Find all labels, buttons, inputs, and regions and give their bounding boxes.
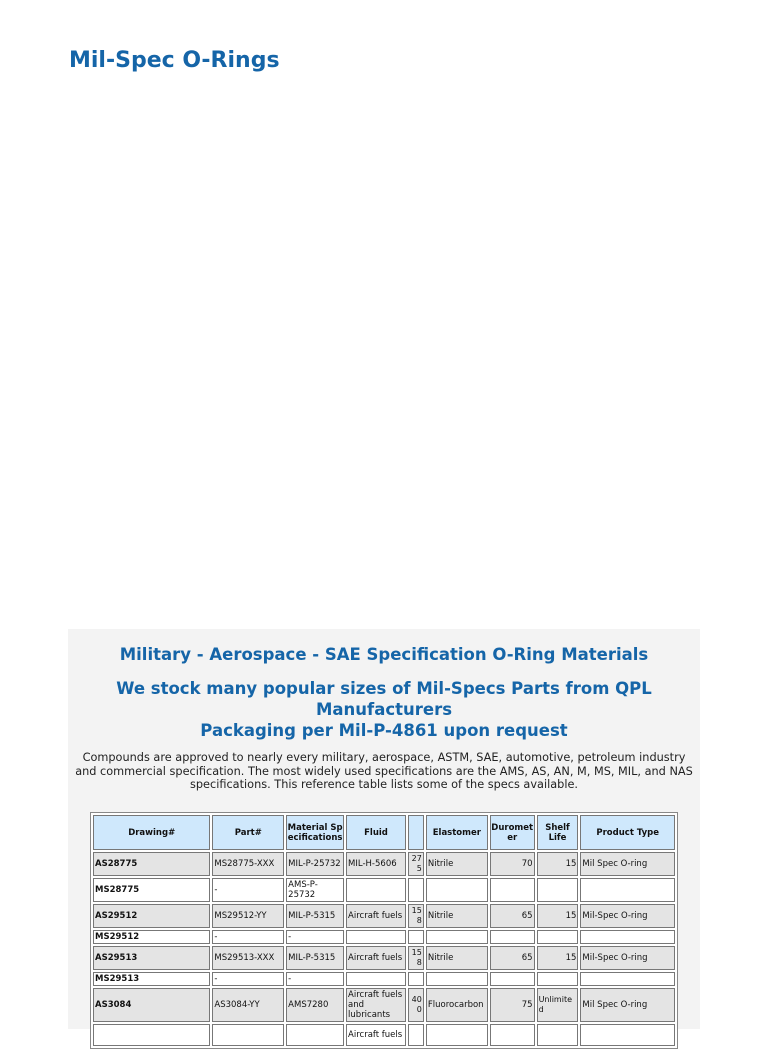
cell-part: MS29512-YY bbox=[212, 904, 284, 928]
cell-material: MIL-P-5315 bbox=[286, 904, 344, 928]
table-row bbox=[93, 1024, 675, 1046]
cell-drawing: AS29512 bbox=[93, 904, 210, 928]
table-row bbox=[93, 946, 675, 970]
cell-part bbox=[212, 1024, 284, 1046]
cell-material: MIL-P-5315 bbox=[286, 946, 344, 970]
header-temp bbox=[408, 815, 424, 850]
cell-elastomer bbox=[426, 878, 488, 902]
header-part: Part# bbox=[212, 815, 284, 850]
cell-fluid: Aircraft fuels bbox=[346, 904, 406, 928]
cell-product-type bbox=[580, 878, 675, 902]
cell-elastomer: Nitrile bbox=[426, 946, 488, 970]
cell-temp bbox=[408, 972, 424, 986]
cell-product-type bbox=[580, 972, 675, 986]
cell-elastomer: Fluorocarbon bbox=[426, 988, 488, 1022]
stock-line-2: Packaging per Mil-P-4861 upon request bbox=[200, 721, 568, 740]
cell-fluid: Aircraft fuels bbox=[346, 946, 406, 970]
cell-drawing: MS29512 bbox=[93, 930, 210, 944]
cell-elastomer bbox=[426, 972, 488, 986]
cell-shelf-life: Unlimited bbox=[537, 988, 579, 1022]
cell-shelf-life bbox=[537, 1024, 579, 1046]
cell-drawing: AS28775 bbox=[93, 852, 210, 876]
stock-line-1: We stock many popular sizes of Mil-Specs Parts from QPL Manufacturers bbox=[116, 679, 652, 719]
cell-part: MS29513-XXX bbox=[212, 946, 284, 970]
table-row bbox=[93, 930, 675, 944]
header-product-type: Product Type bbox=[580, 815, 675, 850]
cell-elastomer bbox=[426, 930, 488, 944]
cell-part: MS28775-XXX bbox=[212, 852, 284, 876]
cell-drawing: AS3084 bbox=[93, 988, 210, 1022]
header-fluid: Fluid bbox=[346, 815, 406, 850]
cell-product-type bbox=[580, 1024, 675, 1046]
cell-fluid: MIL-H-5606 bbox=[346, 852, 406, 876]
cell-part: AS3084-YY bbox=[212, 988, 284, 1022]
header-durometer: Durometer bbox=[490, 815, 535, 850]
cell-durometer: 70 bbox=[490, 852, 535, 876]
spec-table bbox=[90, 812, 678, 1049]
cell-temp: 400 bbox=[408, 988, 424, 1022]
cell-durometer: 65 bbox=[490, 904, 535, 928]
cell-elastomer bbox=[426, 1024, 488, 1046]
cell-material: - bbox=[286, 930, 344, 944]
header-elastomer: Elastomer bbox=[426, 815, 488, 850]
cell-elastomer: Nitrile bbox=[426, 904, 488, 928]
spec-panel bbox=[68, 629, 700, 1040]
cell-shelf-life: 15 bbox=[537, 904, 579, 928]
cell-durometer bbox=[490, 972, 535, 986]
cell-fluid bbox=[346, 878, 406, 902]
cell-durometer: 65 bbox=[490, 946, 535, 970]
cell-shelf-life bbox=[537, 878, 579, 902]
cell-fluid bbox=[346, 972, 406, 986]
cell-temp: 275 bbox=[408, 852, 424, 876]
cell-material: - bbox=[286, 972, 344, 986]
cell-temp bbox=[408, 930, 424, 944]
cell-product-type: Mil-Spec O-ring bbox=[580, 946, 675, 970]
cell-durometer: 75 bbox=[490, 988, 535, 1022]
cell-shelf-life: 15 bbox=[537, 852, 579, 876]
cell-durometer bbox=[490, 878, 535, 902]
header-shelf-life: Shelf Life bbox=[537, 815, 579, 850]
table-row bbox=[93, 988, 675, 1022]
intro-text: Compounds are approved to nearly every military, aerospace, ASTM, SAE, automotive, petroleum industry and commercial specification. The most widely used specifications are the AMS, AS, AN, M, MS, MIL, and NAS specifications. This reference table lists some of the specs available. bbox=[75, 751, 693, 791]
cell-part: - bbox=[212, 930, 284, 944]
cell-part: - bbox=[212, 972, 284, 986]
cell-fluid: Aircraft fuels and lubricants bbox=[346, 988, 406, 1022]
cell-shelf-life: 15 bbox=[537, 946, 579, 970]
cell-temp bbox=[408, 1024, 424, 1046]
cell-fluid bbox=[346, 930, 406, 944]
table-row bbox=[93, 904, 675, 928]
cell-material: AMS7280 bbox=[286, 988, 344, 1022]
cell-drawing: MS29513 bbox=[93, 972, 210, 986]
cell-shelf-life bbox=[537, 930, 579, 944]
cell-material: MIL-P-25732 bbox=[286, 852, 344, 876]
cell-product-type: Mil Spec O-ring bbox=[580, 988, 675, 1022]
cell-drawing: AS29513 bbox=[93, 946, 210, 970]
cell-material: AMS-P-25732 bbox=[286, 878, 344, 902]
cell-product-type: Mil Spec O-ring bbox=[580, 852, 675, 876]
table-row bbox=[93, 972, 675, 986]
cell-part: - bbox=[212, 878, 284, 902]
table-row bbox=[93, 852, 675, 876]
cell-shelf-life bbox=[537, 972, 579, 986]
cell-fluid: Aircraft fuels bbox=[346, 1024, 406, 1046]
cell-temp bbox=[408, 878, 424, 902]
cell-drawing bbox=[93, 1024, 210, 1046]
cell-temp: 158 bbox=[408, 946, 424, 970]
stock-heading bbox=[68, 678, 700, 741]
cell-material bbox=[286, 1024, 344, 1046]
page-title: Mil-Spec O-Rings bbox=[69, 48, 280, 73]
cell-product-type bbox=[580, 930, 675, 944]
header-drawing: Drawing# bbox=[93, 815, 210, 850]
cell-temp: 158 bbox=[408, 904, 424, 928]
cell-durometer bbox=[490, 1024, 535, 1046]
cell-drawing: MS28775 bbox=[93, 878, 210, 902]
materials-heading: Military - Aerospace - SAE Specification O-Ring Materials bbox=[119, 645, 649, 664]
cell-durometer bbox=[490, 930, 535, 944]
cell-elastomer: Nitrile bbox=[426, 852, 488, 876]
header-material: Material Specifications bbox=[286, 815, 344, 850]
table-header-row bbox=[93, 815, 675, 850]
cell-product-type: Mil-Spec O-ring bbox=[580, 904, 675, 928]
table-row bbox=[93, 878, 675, 902]
